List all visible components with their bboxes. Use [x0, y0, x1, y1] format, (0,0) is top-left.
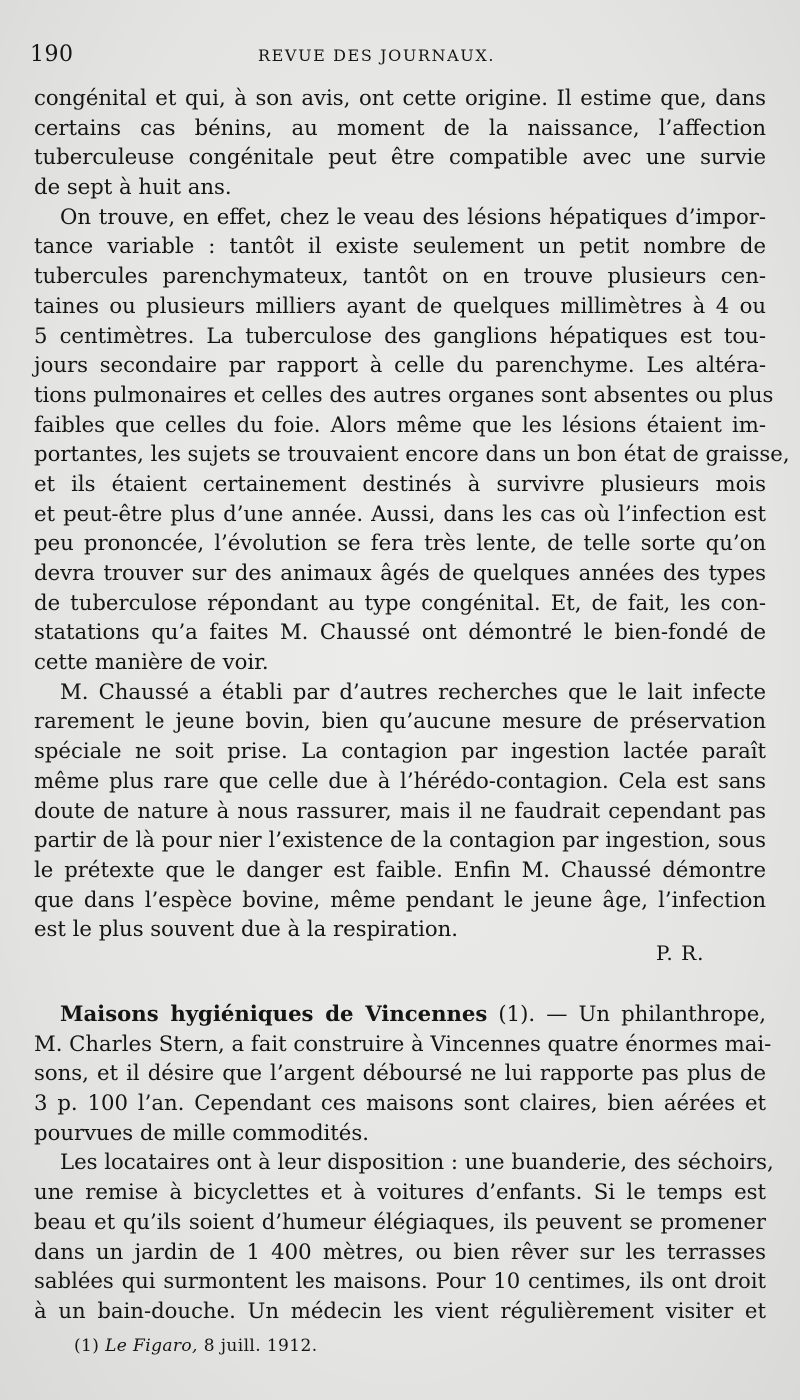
text-line: doute de nature à nous rassurer, mais il ne faudrait cependant pas	[34, 797, 766, 823]
text-line: et ils étaient certainement destinés à survivre plusieurs mois	[34, 470, 766, 496]
text-line: à un bain-douche. Un médecin les vient régulièrement visiter et	[34, 1297, 766, 1323]
text-line: une remise à bicyclettes et à voitures d’enfants. Si le temps est	[34, 1179, 766, 1205]
text-line: tions pulmonaires et celles des autres organes sont absentes ou plus	[34, 381, 774, 407]
text-line: M. Chaussé a établi par d’autres recherches que le lait infecte	[60, 678, 766, 704]
footnote-marker: (1)	[74, 1336, 100, 1356]
footnote	[74, 1336, 318, 1356]
section-title: Maisons hygiéniques de Vincennes	[60, 1001, 488, 1026]
page-header	[0, 40, 800, 74]
text-line: pourvues de mille commodités.	[34, 1119, 369, 1145]
text-line: de tuberculose répondant au type congénital. Et, de fait, les con-	[34, 589, 766, 615]
text-line: le prétexte que le danger est faible. Enfin M. Chaussé démontre	[34, 856, 766, 882]
text-line: On trouve, en effet, chez le veau des lésions hépatiques d’impor-	[60, 203, 766, 229]
footnote-reference: (1).	[487, 1001, 536, 1026]
text-line: taines ou plusieurs milliers ayant de quelques millimètres à 4 ou	[34, 292, 766, 318]
text-line: tance variable : tantôt il existe seulement un petit nombre de	[34, 233, 766, 259]
text-line: spéciale ne soit prise. La contagion par ingestion lactée paraît	[34, 738, 766, 764]
text-line: dans un jardin de 1 400 mètres, ou bien rêver sur les terrasses	[34, 1238, 766, 1264]
text-line: Les locataires ont à leur disposition : une buanderie, des séchoirs,	[60, 1149, 774, 1175]
text-line: 3 p. 100 l’an. Cependant ces maisons sont claires, bien aérées et	[34, 1090, 766, 1116]
text-line: tubercules parenchymateux, tantôt on en trouve plusieurs cen-	[34, 263, 766, 289]
text-line: M. Charles Stern, a fait construire à Vincennes quatre énormes mai-	[34, 1030, 772, 1056]
section-heading-line	[34, 999, 766, 1029]
footnote-source: Le Figaro,	[105, 1336, 198, 1356]
running-head: REVUE DES JOURNAUX.	[258, 46, 496, 65]
text-line: et peut-être plus d’une année. Aussi, dans les cas où l’infection est	[34, 500, 766, 526]
author-signature: P. R.	[656, 941, 705, 965]
text-line: devra trouver sur des animaux âgés de quelques années des types	[34, 560, 766, 585]
text-line: rarement le jeune bovin, bien qu’aucune mesure de préservation	[34, 708, 766, 734]
text-line: congénital et qui, à son avis, ont cette origine. Il estime que, dans	[34, 85, 766, 110]
article-body-tuberculosis	[34, 83, 790, 944]
text-line: jours secondaire par rapport à celle du parenchyme. Les altéra-	[34, 352, 766, 378]
text-line: de sept à huit ans.	[34, 174, 232, 200]
text-line: portantes, les sujets se trouvaient encore dans un bon état de graisse,	[34, 441, 790, 467]
footnote-date: 8 juill. 1912.	[203, 1336, 318, 1356]
text-line: beau et qu’ils soient d’humeur élégiaques, ils peuvent se promener	[34, 1208, 766, 1234]
text-line: est le plus souvent due à la respiration.	[34, 916, 459, 942]
text-line: statations qu’a faites M. Chaussé ont démontré le bien-fondé de	[34, 619, 766, 645]
text-line: 5 centimètres. La tuberculose des ganglions hépatiques est tou-	[34, 322, 766, 348]
text-line: peu prononcée, l’évolution se fera très lente, de telle sorte qu’on	[34, 530, 766, 556]
text-line: partir de là pour nier l’existence de la contagion par ingestion, sous	[34, 827, 766, 853]
text-line: faibles que celles du foie. Alors même que les lésions étaient im-	[34, 411, 766, 437]
text-line: même plus rare que celle due à l’hérédo-contagion. Cela est sans	[34, 767, 766, 793]
text-line: cette manière de voir.	[34, 649, 269, 675]
text-line: sons, et il désire que l’argent déboursé ne lui rapporte pas plus de	[34, 1060, 766, 1086]
text-line: que dans l’espèce bovine, même pendant le jeune âge, l’infection	[34, 886, 766, 912]
text-line: certains cas bénins, au moment de la naissance, l’affection	[34, 114, 766, 140]
page-number: 190	[30, 42, 74, 67]
text-line: sablées qui surmontent les maisons. Pour 10 centimes, ils ont droit	[34, 1268, 766, 1294]
article-body-vincennes	[34, 999, 774, 1326]
text-line-fragment: — Un philanthrope,	[535, 1001, 766, 1026]
text-line: tuberculeuse congénitale peut être compatible avec une survie	[34, 144, 766, 170]
